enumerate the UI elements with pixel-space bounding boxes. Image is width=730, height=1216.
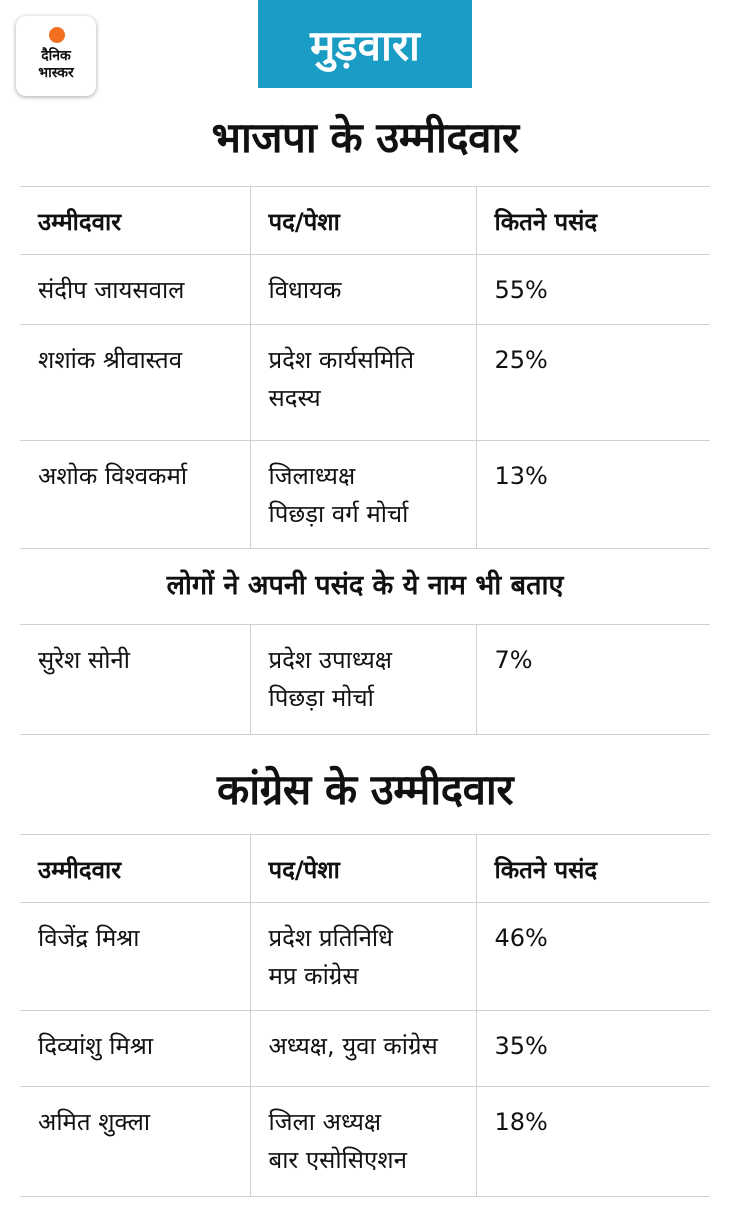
dainik-bhaskar-logo [16, 16, 96, 96]
candidate-post [250, 625, 476, 735]
post-line: सदस्य [268, 384, 321, 412]
table-row [20, 441, 710, 549]
candidate-post [250, 1011, 476, 1087]
post-line: प्रदेश कार्यसमिति [268, 346, 415, 374]
post-line: मप्र कांग्रेस [268, 962, 359, 990]
sun-icon [49, 27, 65, 43]
candidate-percent: 35% [476, 1011, 710, 1087]
candidate-post [250, 255, 476, 325]
logo-text [20, 48, 92, 82]
candidate-percent: 7% [476, 625, 710, 735]
post-line: पिछड़ा मोर्चा [268, 684, 374, 712]
logo-line-1: दैनिक [41, 48, 71, 64]
candidate-name: शशांक श्रीवास्तव [20, 325, 250, 441]
post-line: प्रदेश उपाध्यक्ष [268, 646, 393, 674]
post-line: विधायक [268, 276, 342, 304]
congress-candidates-table [20, 834, 710, 1197]
table-row [20, 903, 710, 1011]
table-row [20, 1011, 710, 1087]
subheading-row [20, 549, 710, 625]
candidate-name: सुरेश सोनी [20, 625, 250, 735]
post-line: प्रदेश प्रतिनिधि [268, 924, 393, 952]
candidate-name: दिव्यांशु मिश्रा [20, 1011, 250, 1087]
logo-line-2: भास्कर [38, 65, 74, 81]
header-candidate: उम्मीदवार [20, 187, 250, 255]
congress-candidates-title: कांग्रेस के उम्मीदवार [217, 765, 513, 814]
header-post: पद/पेशा [250, 187, 476, 255]
post-line: जिलाध्यक्ष [268, 462, 356, 490]
candidate-post [250, 903, 476, 1011]
bjp-candidates-table [20, 186, 710, 735]
table-row [20, 1087, 710, 1197]
candidate-percent: 55% [476, 255, 710, 325]
table-row [20, 625, 710, 735]
table-header-row [20, 835, 710, 903]
table-row [20, 255, 710, 325]
header-post: पद/पेशा [250, 835, 476, 903]
post-line: जिला अध्यक्ष [268, 1108, 382, 1136]
post-line: अध्यक्ष, युवा कांग्रेस [268, 1032, 438, 1060]
table-header-row [20, 187, 710, 255]
candidate-name: अशोक विश्वकर्मा [20, 441, 250, 549]
post-line: बार एसोसिएशन [268, 1146, 407, 1174]
header-popularity: कितने पसंद [476, 187, 710, 255]
candidate-post [250, 325, 476, 441]
table-row [20, 325, 710, 441]
candidate-percent: 25% [476, 325, 710, 441]
candidate-percent: 18% [476, 1087, 710, 1197]
header-candidate: उम्मीदवार [20, 835, 250, 903]
bjp-candidates-title: भाजपा के उम्मीदवार [211, 113, 519, 162]
post-line: पिछड़ा वर्ग मोर्चा [268, 500, 409, 528]
candidate-name: संदीप जायसवाल [20, 255, 250, 325]
header-popularity: कितने पसंद [476, 835, 710, 903]
candidate-percent: 46% [476, 903, 710, 1011]
candidate-percent: 13% [476, 441, 710, 549]
candidate-post [250, 441, 476, 549]
constituency-banner: मुड़वारा [258, 0, 472, 88]
other-names-subheading: लोगों ने अपनी पसंद के ये नाम भी बताए [20, 549, 710, 625]
candidate-name: अमित शुक्ला [20, 1087, 250, 1197]
candidate-name: विजेंद्र मिश्रा [20, 903, 250, 1011]
candidate-post [250, 1087, 476, 1197]
